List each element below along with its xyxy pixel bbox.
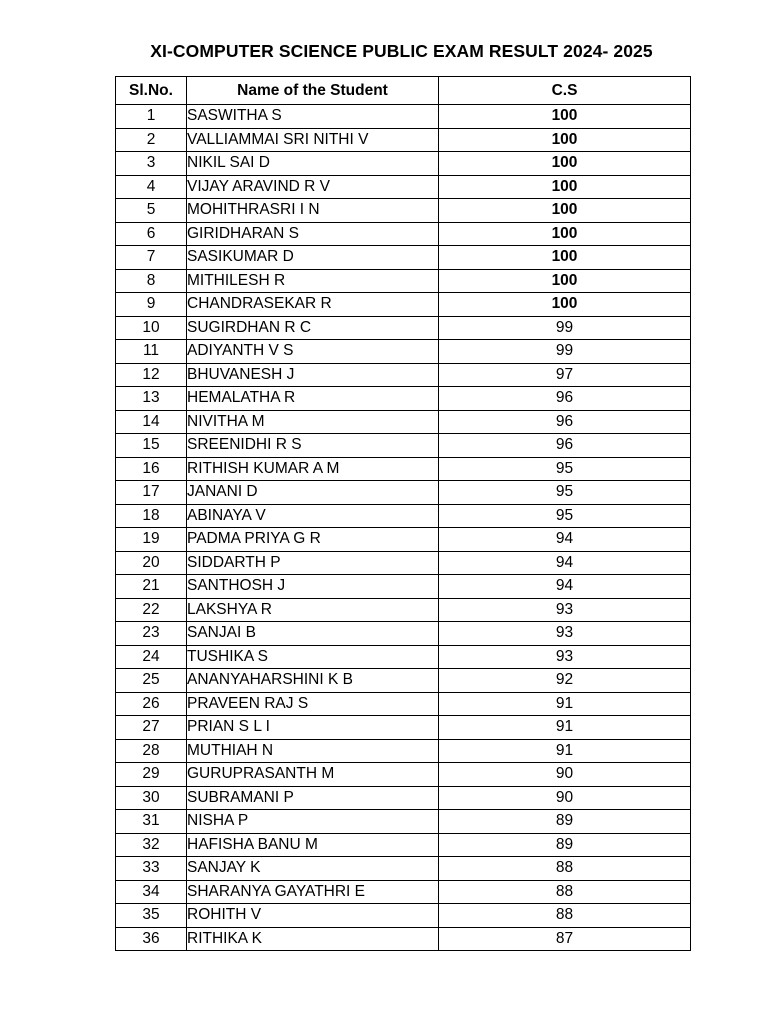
student-name-cell: SUGIRDHAN R C — [187, 316, 439, 340]
table-row — [116, 528, 691, 552]
serial-number-cell: 27 — [116, 716, 187, 740]
table-row — [116, 199, 691, 223]
cs-score-cell: 92 — [439, 669, 691, 693]
cs-score-cell: 100 — [439, 199, 691, 223]
serial-number-cell: 16 — [116, 457, 187, 481]
student-name-cell: NIVITHA M — [187, 410, 439, 434]
student-name-cell: MITHILESH R — [187, 269, 439, 293]
student-name-cell: HEMALATHA R — [187, 387, 439, 411]
table-header — [116, 77, 691, 105]
cs-score-cell: 94 — [439, 528, 691, 552]
serial-number-cell: 28 — [116, 739, 187, 763]
student-name-cell: MUTHIAH N — [187, 739, 439, 763]
student-name-cell: NISHA P — [187, 810, 439, 834]
cs-score-cell: 91 — [439, 692, 691, 716]
student-name-cell: SASWITHA S — [187, 105, 439, 129]
table-row — [116, 622, 691, 646]
cs-score-cell: 91 — [439, 716, 691, 740]
serial-number-cell: 17 — [116, 481, 187, 505]
table-row — [116, 575, 691, 599]
cs-score-cell: 100 — [439, 293, 691, 317]
cs-score-cell: 100 — [439, 246, 691, 270]
table-body — [116, 105, 691, 951]
cs-score-cell: 96 — [439, 434, 691, 458]
student-name-cell: JANANI D — [187, 481, 439, 505]
table-row — [116, 692, 691, 716]
student-name-cell: ANANYAHARSHINI K B — [187, 669, 439, 693]
student-name-cell: ADIYANTH V S — [187, 340, 439, 364]
cs-score-cell: 100 — [439, 105, 691, 129]
cs-score-cell: 89 — [439, 833, 691, 857]
table-row — [116, 410, 691, 434]
table-row — [116, 645, 691, 669]
student-name-cell: SUBRAMANI P — [187, 786, 439, 810]
cs-score-cell: 100 — [439, 128, 691, 152]
student-name-cell: HAFISHA BANU M — [187, 833, 439, 857]
table-row — [116, 363, 691, 387]
table-row — [116, 786, 691, 810]
serial-number-cell: 35 — [116, 904, 187, 928]
cs-score-cell: 95 — [439, 457, 691, 481]
results-table — [115, 76, 691, 951]
cs-score-cell: 88 — [439, 857, 691, 881]
serial-number-cell: 19 — [116, 528, 187, 552]
serial-number-cell: 32 — [116, 833, 187, 857]
table-row — [116, 551, 691, 575]
student-name-cell: NIKIL SAI D — [187, 152, 439, 176]
serial-number-cell: 34 — [116, 880, 187, 904]
cs-score-cell: 89 — [439, 810, 691, 834]
table-row — [116, 927, 691, 951]
cs-score-cell: 94 — [439, 575, 691, 599]
table-row — [116, 857, 691, 881]
student-name-cell: SANJAI B — [187, 622, 439, 646]
table-row — [116, 669, 691, 693]
cs-score-cell: 100 — [439, 175, 691, 199]
serial-number-cell: 23 — [116, 622, 187, 646]
table-row — [116, 152, 691, 176]
table-row — [116, 810, 691, 834]
student-name-cell: SIDDARTH P — [187, 551, 439, 575]
table-row — [116, 763, 691, 787]
table-row — [116, 175, 691, 199]
cs-score-cell: 93 — [439, 622, 691, 646]
cs-score-cell: 100 — [439, 152, 691, 176]
cs-score-cell: 100 — [439, 222, 691, 246]
serial-number-cell: 29 — [116, 763, 187, 787]
cs-score-cell: 99 — [439, 340, 691, 364]
cs-score-cell: 97 — [439, 363, 691, 387]
header-row — [116, 77, 691, 105]
student-name-cell: ROHITH V — [187, 904, 439, 928]
table-row — [116, 387, 691, 411]
student-name-cell: CHANDRASEKAR R — [187, 293, 439, 317]
student-name-cell: GURUPRASANTH M — [187, 763, 439, 787]
serial-number-cell: 5 — [116, 199, 187, 223]
serial-number-cell: 10 — [116, 316, 187, 340]
table-row — [116, 269, 691, 293]
serial-number-cell: 36 — [116, 927, 187, 951]
serial-number-cell: 30 — [116, 786, 187, 810]
serial-number-cell: 6 — [116, 222, 187, 246]
serial-number-cell: 4 — [116, 175, 187, 199]
student-name-cell: LAKSHYA R — [187, 598, 439, 622]
serial-number-cell: 7 — [116, 246, 187, 270]
cs-score-cell: 88 — [439, 904, 691, 928]
cs-score-cell: 100 — [439, 269, 691, 293]
cs-score-cell: 93 — [439, 645, 691, 669]
table-row — [116, 434, 691, 458]
serial-number-cell: 3 — [116, 152, 187, 176]
serial-number-cell: 20 — [116, 551, 187, 575]
table-row — [116, 293, 691, 317]
cs-score-cell: 94 — [439, 551, 691, 575]
header-serial-number: Sl.No. — [116, 77, 187, 105]
serial-number-cell: 15 — [116, 434, 187, 458]
cs-score-cell: 95 — [439, 504, 691, 528]
cs-score-cell: 88 — [439, 880, 691, 904]
page-title: XI-COMPUTER SCIENCE PUBLIC EXAM RESULT 2024- 2025 — [150, 41, 653, 61]
table-row — [116, 457, 691, 481]
header-cs-score: C.S — [439, 77, 691, 105]
cs-score-cell: 90 — [439, 763, 691, 787]
table-row — [116, 105, 691, 129]
student-name-cell: RITHIKA K — [187, 927, 439, 951]
student-name-cell: PADMA PRIYA G R — [187, 528, 439, 552]
header-student-name: Name of the Student — [187, 77, 439, 105]
serial-number-cell: 13 — [116, 387, 187, 411]
serial-number-cell: 11 — [116, 340, 187, 364]
table-row — [116, 246, 691, 270]
serial-number-cell: 24 — [116, 645, 187, 669]
serial-number-cell: 33 — [116, 857, 187, 881]
cs-score-cell: 91 — [439, 739, 691, 763]
table-row — [116, 222, 691, 246]
serial-number-cell: 2 — [116, 128, 187, 152]
cs-score-cell: 95 — [439, 481, 691, 505]
student-name-cell: MOHITHRASRI I N — [187, 199, 439, 223]
student-name-cell: GIRIDHARAN S — [187, 222, 439, 246]
serial-number-cell: 18 — [116, 504, 187, 528]
student-name-cell: VIJAY ARAVIND R V — [187, 175, 439, 199]
table-row — [116, 880, 691, 904]
table-row — [116, 598, 691, 622]
student-name-cell: PRIAN S L I — [187, 716, 439, 740]
serial-number-cell: 1 — [116, 105, 187, 129]
student-name-cell: RITHISH KUMAR A M — [187, 457, 439, 481]
serial-number-cell: 21 — [116, 575, 187, 599]
serial-number-cell: 9 — [116, 293, 187, 317]
table-row — [116, 128, 691, 152]
serial-number-cell: 31 — [116, 810, 187, 834]
student-name-cell: BHUVANESH J — [187, 363, 439, 387]
student-name-cell: SREENIDHI R S — [187, 434, 439, 458]
cs-score-cell: 93 — [439, 598, 691, 622]
student-name-cell: SASIKUMAR D — [187, 246, 439, 270]
table-row — [116, 316, 691, 340]
cs-score-cell: 96 — [439, 410, 691, 434]
serial-number-cell: 8 — [116, 269, 187, 293]
serial-number-cell: 26 — [116, 692, 187, 716]
serial-number-cell: 14 — [116, 410, 187, 434]
table-row — [116, 716, 691, 740]
table-row — [116, 481, 691, 505]
student-name-cell: PRAVEEN RAJ S — [187, 692, 439, 716]
cs-score-cell: 90 — [439, 786, 691, 810]
student-name-cell: SHARANYA GAYATHRI E — [187, 880, 439, 904]
cs-score-cell: 99 — [439, 316, 691, 340]
cs-score-cell: 96 — [439, 387, 691, 411]
table-row — [116, 504, 691, 528]
serial-number-cell: 12 — [116, 363, 187, 387]
cs-score-cell: 87 — [439, 927, 691, 951]
student-name-cell: VALLIAMMAI SRI NITHI V — [187, 128, 439, 152]
serial-number-cell: 25 — [116, 669, 187, 693]
serial-number-cell: 22 — [116, 598, 187, 622]
student-name-cell: ABINAYA V — [187, 504, 439, 528]
table-row — [116, 904, 691, 928]
student-name-cell: TUSHIKA S — [187, 645, 439, 669]
table-row — [116, 340, 691, 364]
table-row — [116, 739, 691, 763]
student-name-cell: SANTHOSH J — [187, 575, 439, 599]
student-name-cell: SANJAY K — [187, 857, 439, 881]
table-row — [116, 833, 691, 857]
